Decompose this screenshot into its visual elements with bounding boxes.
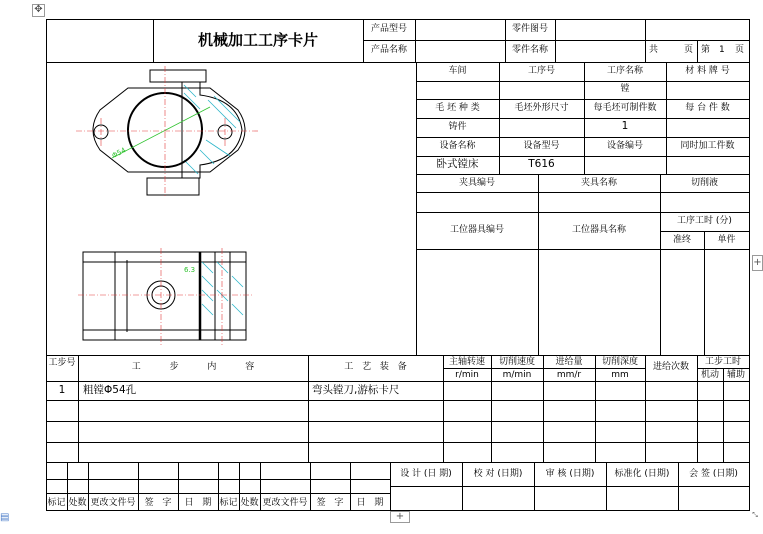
feed-header: 进给量 xyxy=(555,357,583,367)
step-row-equipment: 弯头镗刀,游标卡尺 xyxy=(312,384,400,396)
mark-label-1: 标记 xyxy=(47,498,66,508)
date-label-1: 日 期 xyxy=(184,498,212,508)
proof-label: 校 对 (日期) xyxy=(473,469,523,479)
design-label: 设 计 (日 期) xyxy=(400,469,452,479)
step-time-header: 工步工时 xyxy=(704,357,741,367)
step-no-header: 工步号 xyxy=(48,358,76,368)
spindle-unit: r/min xyxy=(455,370,479,380)
change-doc-label-2: 更改文件号 xyxy=(262,498,308,508)
part-name-label: 零件名称 xyxy=(511,45,548,55)
dimension-label: Φ54 xyxy=(110,146,128,160)
count-label-1: 处数 xyxy=(68,498,87,508)
depth-unit: mm xyxy=(611,370,629,380)
material-label: 材 料 牌 号 xyxy=(685,66,730,76)
per-blank-value: 1 xyxy=(621,120,629,132)
roughness-label: 6.3 xyxy=(184,266,196,274)
fixture-name-label: 夹具名称 xyxy=(580,178,617,188)
total-label: 共 xyxy=(649,45,659,55)
page-title: 机械加工工序卡片 xyxy=(197,31,318,49)
page-number: 1 xyxy=(719,45,725,55)
step-row-content: 粗镗Φ54孔 xyxy=(83,384,137,396)
add-column-handle[interactable]: + xyxy=(752,255,763,271)
aux-time-header: 辅助 xyxy=(726,370,745,380)
cut-speed-unit: m/min xyxy=(502,370,532,380)
sign-label-2: 签 字 xyxy=(316,498,344,508)
product-model-label: 产品型号 xyxy=(370,24,407,34)
machine-time-header: 机动 xyxy=(700,370,719,380)
add-row-handle[interactable]: + xyxy=(390,511,410,523)
count-label-2: 处数 xyxy=(240,498,259,508)
part-drawing-no-label: 零件图号 xyxy=(511,24,548,34)
equip-name-value: 卧式镗床 xyxy=(436,158,479,170)
top-view-drawing xyxy=(76,66,258,196)
prep-label: 准终 xyxy=(672,235,691,245)
blank-type-value: 铸件 xyxy=(448,122,467,132)
paragraph-marker-icon: ▤ xyxy=(0,512,10,523)
front-view-drawing xyxy=(78,248,252,345)
table-move-handle[interactable]: ✥ xyxy=(32,4,45,17)
process-name-label: 工序名称 xyxy=(606,66,643,76)
product-name-label: 产品名称 xyxy=(370,45,407,55)
fixture-no-label: 夹具编号 xyxy=(458,178,495,188)
cut-speed-header: 切削速度 xyxy=(498,357,535,367)
depth-header: 切削深度 xyxy=(601,357,638,367)
table-resize-handle[interactable]: ⤡ xyxy=(752,511,758,519)
unit-label: 单件 xyxy=(717,235,736,245)
blank-type-label: 毛 坯 种 类 xyxy=(435,103,480,113)
date-label-2: 日 期 xyxy=(356,498,384,508)
equipment-header: 工 艺 装 备 xyxy=(344,362,407,372)
sign-label-1: 签 字 xyxy=(144,498,172,508)
equip-no-label: 设备编号 xyxy=(606,141,643,151)
equip-model-value: T616 xyxy=(528,158,555,170)
change-doc-label-1: 更改文件号 xyxy=(90,498,136,508)
equip-model-label: 设备型号 xyxy=(523,141,560,151)
process-time-label: 工序工时 (分) xyxy=(677,216,732,226)
review-label: 审 核 (日期) xyxy=(545,469,595,479)
standard-label: 标准化 (日期) xyxy=(614,469,670,479)
simul-label: 同时加工件数 xyxy=(680,141,735,151)
process-name-value: 镗 xyxy=(620,84,630,94)
feed-unit: mm/r xyxy=(556,370,582,380)
station-tool-name-label: 工位器具名称 xyxy=(571,225,626,235)
mark-label-2: 标记 xyxy=(219,498,238,508)
station-tool-no-label: 工位器具编号 xyxy=(449,225,504,235)
equip-name-label: 设备名称 xyxy=(439,141,476,151)
blank-size-label: 毛坯外形尺寸 xyxy=(514,103,569,113)
page-label: 页 xyxy=(684,45,694,55)
step-content-header: 工 步 内 容 xyxy=(131,362,255,372)
nth-label: 第 xyxy=(701,45,711,55)
process-no-label: 工序号 xyxy=(527,66,555,76)
per-blank-label: 每毛坯可制件数 xyxy=(593,103,657,113)
approve-label: 会 签 (日期) xyxy=(689,469,738,479)
per-unit-label: 每 台 件 数 xyxy=(685,103,730,113)
coolant-label: 切削液 xyxy=(690,178,718,188)
workshop-label: 车间 xyxy=(448,66,467,76)
passes-header: 进给次数 xyxy=(652,362,689,372)
spindle-header: 主轴转速 xyxy=(448,357,485,367)
page-label-2: 页 xyxy=(735,45,745,55)
step-row-no: 1 xyxy=(58,384,66,396)
